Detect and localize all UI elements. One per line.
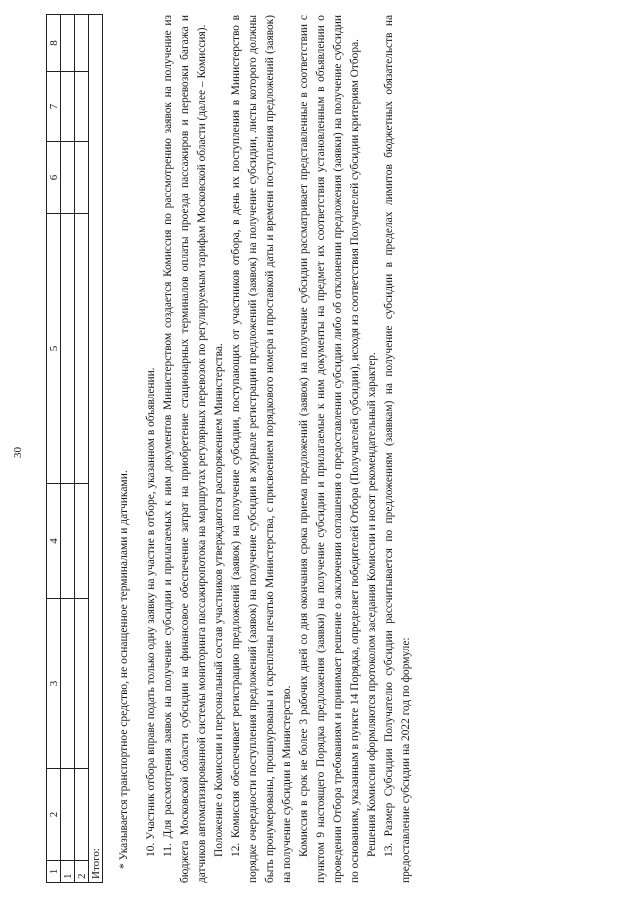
page-number: 30 xyxy=(12,447,24,458)
table-header-cell: 6 xyxy=(47,142,61,214)
table-total-row xyxy=(89,15,103,883)
table-cell xyxy=(61,72,75,142)
paragraph: 12. Комиссия обеспечивает регистрацию предложений (заявок) на получение субсидии, поступающих от участников отбора, в день их поступления в Министерство в порядке очередности поступления предложений (заявок) на получение субсидии в журнале регистрации предложений (заявок) на получение субсидии, листы которого должны быть пронумерованы, прошнурованы и скреплены печатью Министерства, с присвоением порядкового номера и проставкой даты и времени поступления предложений (заявок) на получение субсидии в Министерство. xyxy=(230,15,293,883)
subsidy-table xyxy=(46,14,103,883)
table-cell xyxy=(61,142,75,214)
table-cell xyxy=(75,72,89,142)
table-row xyxy=(75,15,89,883)
table-cell xyxy=(75,599,89,769)
table-header-cell: 7 xyxy=(47,72,61,142)
table-header-row xyxy=(47,15,61,883)
table-header-cell: 1 xyxy=(47,861,61,883)
table-cell: 2 xyxy=(75,861,89,883)
paragraph: 11. Для рассмотрения заявок на получение субсидии и прилагаемых к ним документов Министерством создается Комиссия по рассмотрению заявок на получение из бюджета Московской области субсидии на финансовое обеспечение затрат на приобретение стационарных терминалов оплаты проезда пассажиров и перевозки багажа и датчиков автоматизированной системы мониторинга пассажиропотока на маршрутах регулярных перевозок по регулируемым тарифам Московской области (далее – Комиссия). xyxy=(162,15,208,883)
table-row xyxy=(61,15,75,883)
table-cell xyxy=(61,769,75,861)
paragraph: Положение о Комиссии и персональный состав участников утверждаются распоряжением Министерства. xyxy=(213,343,225,857)
table-cell xyxy=(75,142,89,214)
table-cell xyxy=(75,484,89,599)
paragraph: Комиссия в срок не более 3 рабочих дней со дня окончания срока приема предложений (заявок) на получение субсидии рассматривает представленные в соответствии с пунктом 9 настоящего Порядка предложения (заявки) на получение субсидии и прилагаемые к ним документы на предмет их соответствия установленным в объявлении о проведении Отбора требованиям и принимает решение о заключении соглашения о предоставлении субсидии либо об отклонении предложения (заявки) на получение субсидии по основаниям, указанным в пункте 14 Порядка, определяет победителей Отбора (Получателей субсидии), исходя из соответствия Получателей субсидии критериям Отбора. xyxy=(298,15,361,883)
table-header-cell: 5 xyxy=(47,214,61,484)
table-cell: 1 xyxy=(61,861,75,883)
table-total-label: Итого: xyxy=(89,15,103,883)
table-cell xyxy=(61,599,75,769)
table-cell xyxy=(61,484,75,599)
table-header-cell: 8 xyxy=(47,15,61,72)
paragraph: 13. Размер Субсидии Получателю субсидии рассчитывается по предложениям (заявкам) на получение субсидии в пределах лимитов бюджетных обязательств на предоставление субсидии на 2022 год по формуле: xyxy=(383,15,412,883)
table-cell xyxy=(61,15,75,72)
table-header-cell: 2 xyxy=(47,769,61,861)
table-cell xyxy=(75,769,89,861)
footnote: * Указывается транспортное средство, не оснащенное терминалами и датчиками. xyxy=(118,470,130,869)
table-cell xyxy=(61,214,75,484)
table-header-cell: 4 xyxy=(47,484,61,599)
table-cell xyxy=(75,15,89,72)
table-cell xyxy=(75,214,89,484)
document-body xyxy=(143,15,415,883)
paragraph: Решения Комиссии оформляются протоколом заседания Комиссии и носят рекомендательный характер. xyxy=(366,352,378,857)
table-header-cell: 3 xyxy=(47,599,61,769)
paragraph: 10. Участник отбора вправе подать только одну заявку на участие в отборе, указанном в объявлении. xyxy=(145,367,157,857)
